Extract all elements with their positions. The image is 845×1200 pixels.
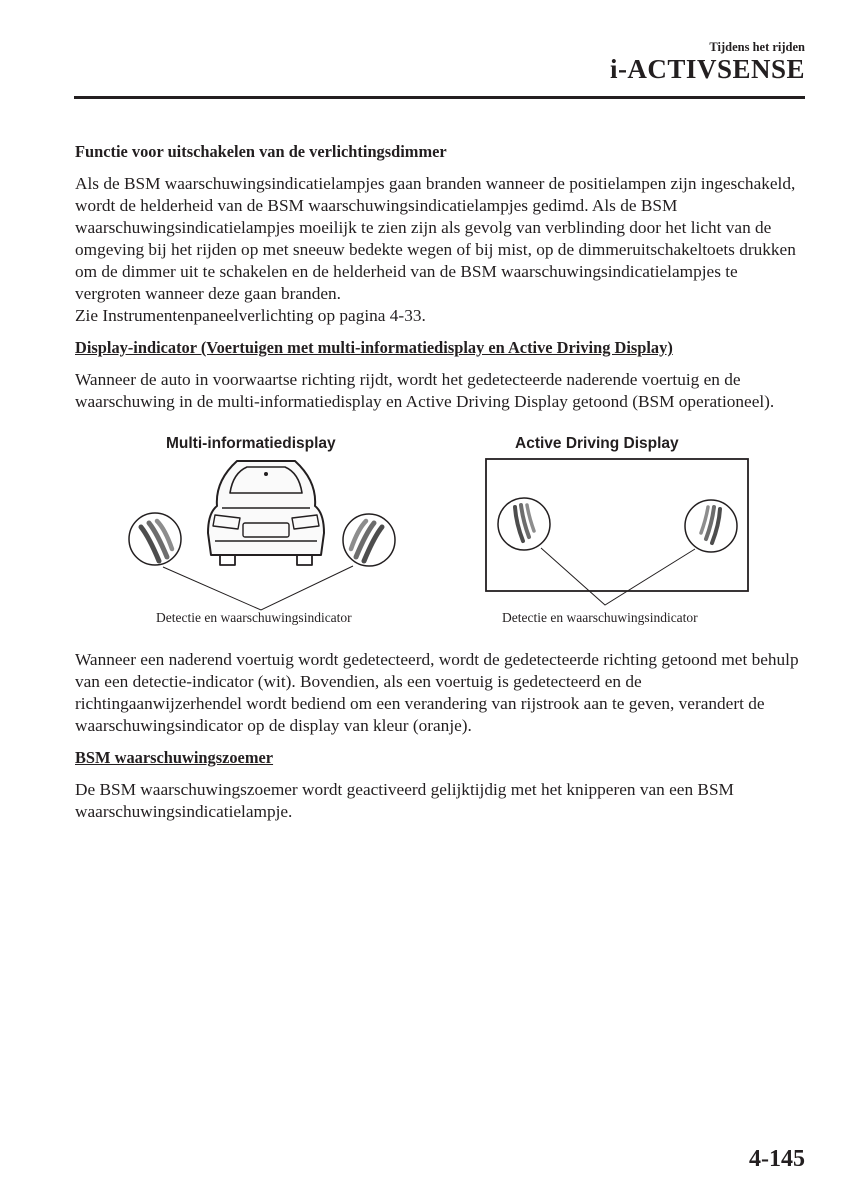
warning-indicator-icon-right xyxy=(343,514,395,566)
heading-dimmer-function: Functie voor uitschakelen van de verlichtingsdimmer xyxy=(75,142,447,161)
heading-bsm-buzzer: BSM waarschuwingszoemer xyxy=(75,748,274,767)
figure-label-multi-informatiedisplay: Multi-informatiedisplay xyxy=(166,435,336,452)
right-callout-lines xyxy=(541,548,695,605)
figure-label-active-driving-display: Active Driving Display xyxy=(515,435,679,452)
adb-indicator-icon-left xyxy=(498,498,550,550)
heading-display-indicator: Display-indicator (Voertuigen met multi-informatiedisplay en Active Driving Display) xyxy=(75,338,673,357)
paragraph-display-indicator: Wanneer de auto in voorwaartse richting rijdt, wordt het gedetecteerde naderende voertuig en de waarschuwing in de multi-informatiedisplay en Active Driving Display getoond (BSM operationeel). xyxy=(75,370,775,411)
figure-caption-left: Detectie en waarschuwingsindicator xyxy=(156,610,352,625)
header-section-name: Tijdens het rijden xyxy=(709,40,805,54)
paragraph-detection-indicator: Wanneer een naderend voertuig wordt gedetecteerd, wordt de gedetecteerde richting getoond met behulp van een detectie-indicator (wit). Bovendien, als een voertuig is gedetecteerd en de richtingaanwijzerhendel wordt bediend om een verandering van rijstrook aan te geven, verandert de waarschuwingsindicator op de display van kleur (oranje). xyxy=(75,650,799,735)
paragraph-dimmer: Als de BSM waarschuwingsindicatielampjes gaan branden wanneer de positielampen zijn ingeschakeld, wordt de helderheid van de BSM waarschuwingsindicatielampjes gedimd. Als de BSM waarschuwingsindicatielampjes moeilijk te zien zijn als gevolg van verblinding door het licht van de omgeving bij het rijden op met sneeuw bedekte wegen of bij mist, op de dimmeruitschakeltoets drukken om de dimmer uit te schakelen en de helderheid van de BSM waarschuwingsindicatielampjes te vergroten wanneer deze gaan branden. xyxy=(75,174,796,303)
display-indicator-figure xyxy=(75,423,805,645)
adb-indicator-icon-right xyxy=(685,500,737,552)
header-divider xyxy=(74,96,805,99)
left-callout-lines xyxy=(163,566,353,610)
car-rear-icon xyxy=(208,461,324,565)
header-title: i-ACTIVSENSE xyxy=(609,54,805,84)
paragraph-dimmer-reference: Zie Instrumentenpaneelverlichting op pagina 4-33. xyxy=(75,306,426,325)
page-number: 4-145 xyxy=(749,1146,805,1172)
warning-indicator-icon-left xyxy=(129,513,181,565)
paragraph-bsm-buzzer: De BSM waarschuwingszoemer wordt geactiveerd gelijktijdig met het knipperen van een BSM waarschuwingsindicatielampje. xyxy=(75,780,734,821)
figure-caption-right: Detectie en waarschuwingsindicator xyxy=(502,610,698,625)
page-content xyxy=(75,141,805,833)
